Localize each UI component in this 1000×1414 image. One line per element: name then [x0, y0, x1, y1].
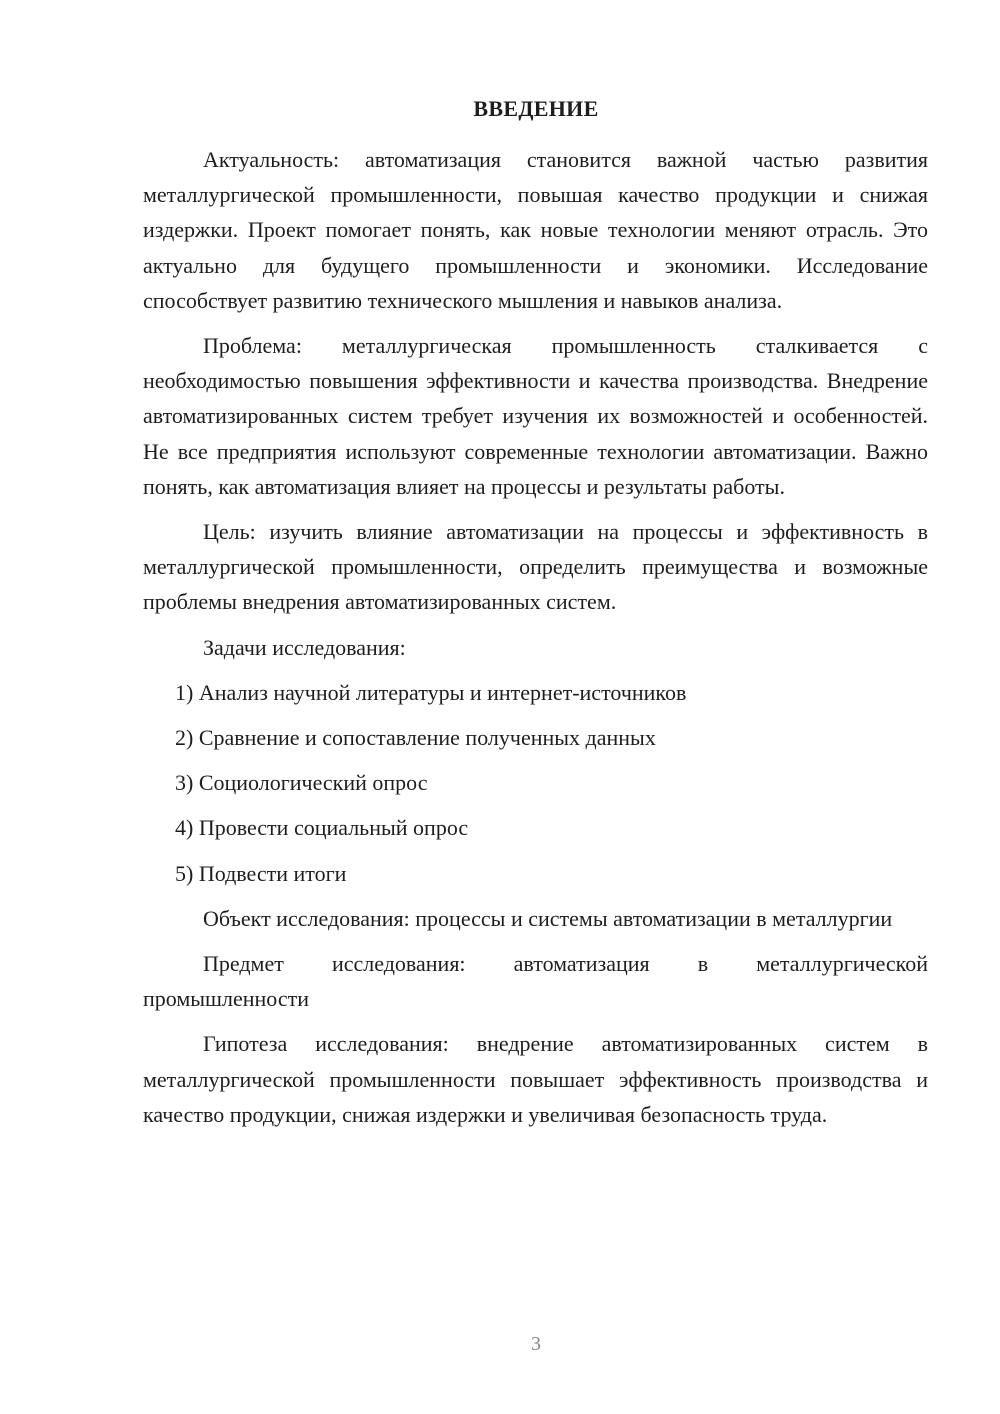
- task-item: 1) Анализ научной литературы и интернет-источников: [175, 679, 687, 705]
- tasks-heading: Задачи исследования:: [203, 634, 406, 660]
- task-item: 5) Подвести итоги: [175, 860, 347, 886]
- relevance-paragraph: Актуальность: автоматизация становится важной частью развития металлургической промышленности, повышая качество продукции и снижая издержки. Проект помогает понять, как новые технологии меняют отрасль. Это актуально для будущего промышленности и экономики. Исследование способствует развитию технического мышления и навыков анализа.: [143, 147, 928, 313]
- hypothesis-paragraph: Гипотеза исследования: внедрение автоматизированных систем в металлургической промышленности повышает эффективность производства и качество продукции, снижая издержки и увеличивая безопасность труда.: [143, 1031, 928, 1127]
- goal-paragraph: Цель: изучить влияние автоматизации на процессы и эффективность в металлургической промышленности, определить преимущества и возможные проблемы внедрения автоматизированных систем.: [143, 519, 928, 615]
- task-item: 3) Социологический опрос: [175, 770, 428, 796]
- subject-paragraph: Предмет исследования: автоматизация в металлургической промышленности: [143, 951, 928, 1012]
- object-paragraph: Объект исследования: процессы и системы автоматизации в металлургии: [203, 905, 893, 931]
- tasks-list: [143, 675, 928, 891]
- problem-paragraph: Проблема: металлургическая промышленность сталкивается с необходимостью повышения эффективности и качества производства. Внедрение автоматизированных систем требует изучения их возможностей и особенностей. Не все предприятия используют современные технологии автоматизации. Важно понять, как автоматизация влияет на процессы и результаты работы.: [143, 333, 928, 499]
- page-number: 3: [531, 1333, 541, 1355]
- task-item: 4) Провести социальный опрос: [175, 815, 469, 841]
- page-title: ВВЕДЕНИЕ: [473, 96, 599, 121]
- page-content: [143, 142, 928, 1142]
- task-item: 2) Сравнение и сопоставление полученных данных: [175, 725, 656, 751]
